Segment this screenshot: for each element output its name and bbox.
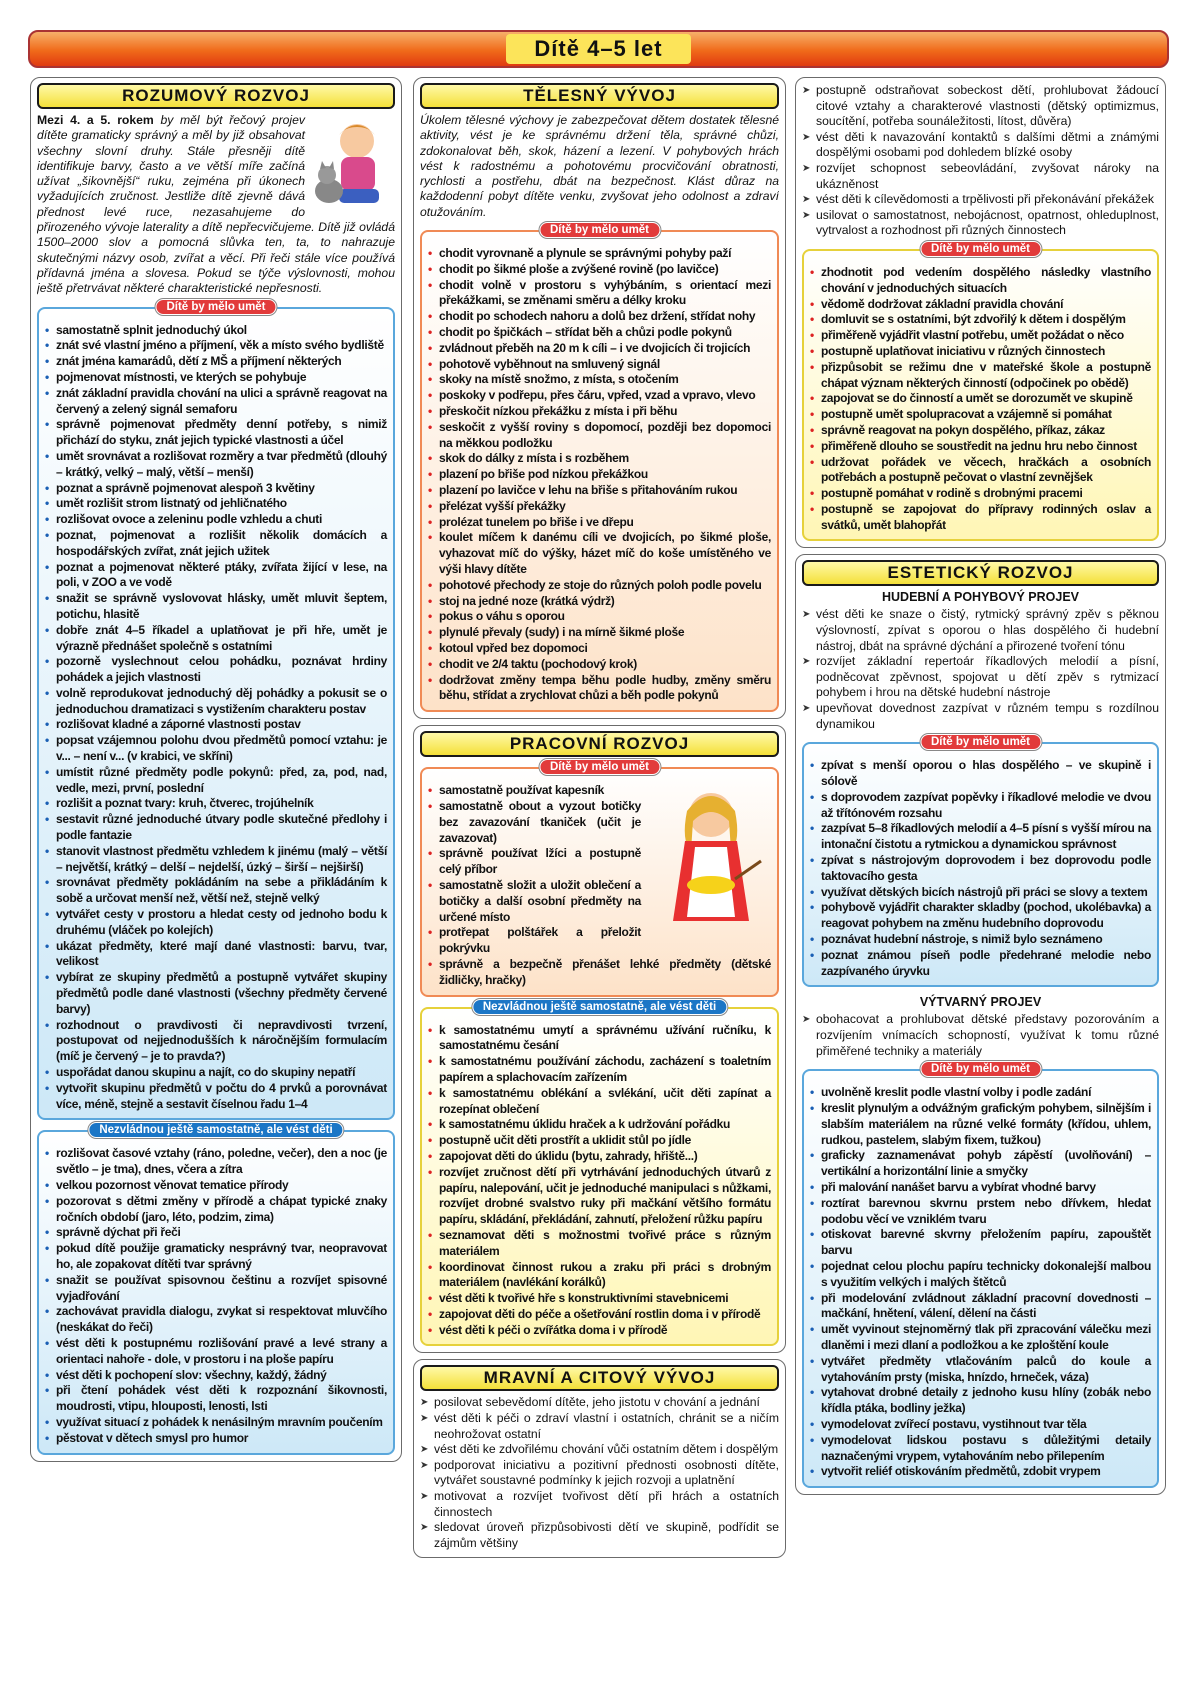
list-item: • postupně umět spolupracovat a vzájemně si pomáhat — [810, 407, 1151, 423]
list-item: • přiměřeně dlouho se soustředit na jednu hru nebo činnost — [810, 439, 1151, 455]
list-item: • umět rozlišit strom listnatý od jehličnatého — [45, 496, 387, 512]
list-item: • pěstovat v dětech smysl pro humor — [45, 1431, 387, 1447]
list-item: • prolézat tunelem po břiše i ve dřepu — [428, 515, 771, 531]
list-item: • poznat, pojmenovat a rozlišit několik domácích a hospodářských zvířat, znát jejich užitek — [45, 528, 387, 560]
list-item: • vymodelovat lidskou postavu s důležitými detaily naznačenými vrypem, vytahováním nebo přilepením — [810, 1433, 1151, 1465]
pracovni-skills-box — [420, 761, 779, 996]
rozumovy-guidance-box — [37, 1124, 395, 1454]
rozumovy-guidance-list — [45, 1146, 387, 1446]
skills-badge: Dítě by mělo umět — [920, 241, 1041, 257]
list-item: • sestavit různé jednoduché útvary podle skutečné předlohy i podle fantazie — [45, 812, 387, 844]
hudebni-skills-box — [802, 736, 1159, 987]
list-item: • vytvořit reliéf otiskováním předmětů, zdobit vrypem — [810, 1464, 1151, 1480]
list-item: • kotoul vpřed bez dopomoci — [428, 641, 771, 657]
list-item: • k samostatnému oblékání a svlékání, učit děti zapínat a rozepínat oblečení — [428, 1086, 771, 1118]
list-item: • vymodelovat zvířecí postavu, vystihnout tvar těla — [810, 1417, 1151, 1433]
socialni-skills-list — [810, 265, 1151, 534]
list-item: • rozlišovat časové vztahy (ráno, poledne, večer), den a noc (je světlo – je tma), dnes, včera a zítra — [45, 1146, 387, 1178]
list-item: ➤ rozvíjet základní repertoár říkadlových melodií a písní, podněcovat zpěvnost, spojovat u dětí zpěv s rytmizací pohybem i hrou na dětské hudební nástroje — [802, 654, 1159, 701]
list-item: • koordinovat činnost rukou a zraku při práci s drobným materiálem (navlékání korálků) — [428, 1260, 771, 1292]
list-item: ➤ sledovat úroveň přizpůsobivosti dětí ve skupině, podřídit se zájmům většiny — [420, 1520, 779, 1551]
list-item: • skoky na místě snožmo, z místa, s otočením — [428, 372, 771, 388]
list-item: • pozorovat s dětmi změny v přírodě a chápat typické znaky ročních období (jaro, léto, podzim, zima) — [45, 1194, 387, 1226]
list-item: • znát své vlastní jméno a příjmení, věk a místo svého bydliště — [45, 338, 387, 354]
list-item: • pohotově vyběhnout na smluvený signál — [428, 357, 771, 373]
list-item: • ukázat předměty, které mají dané vlastnosti: barvu, tvar, velikost — [45, 939, 387, 971]
telesny-heading: TĚLESNÝ VÝVOJ — [420, 83, 779, 109]
list-item: • otiskovat barevné skvrny přeložením papíru, zapouštět barvu — [810, 1227, 1151, 1259]
list-item: • kreslit plynulým a odvážným grafickým pohybem, silnějším i slabším materiálem na různé velké formáty (křídou, uhlem, rudkou, pastelem, slabým fixem, tužkou) — [810, 1101, 1151, 1148]
list-item: • přelézat vyšší překážky — [428, 499, 771, 515]
list-item: • pojednat celou plochu papíru technicky dokonalejší malbou s využitím velkých i malých štětců — [810, 1259, 1151, 1291]
list-item: • chodit po schodech nahoru a dolů bez držení, střídat nohy — [428, 309, 771, 325]
list-item: ➤ podporovat iniciativu a pozitivní přednosti osobnosti dítěte, vytvářet soustavné podmínky k jejich rozvoji a uplatnění — [420, 1458, 779, 1489]
list-item: • velkou pozornost věnovat tematice přírody — [45, 1178, 387, 1194]
list-item: • chodit po špičkách – střídat běh a chůzi podle pokynů — [428, 325, 771, 341]
list-item: • rozvíjet zručnost dětí při vytrhávání jednoduchých útvarů z papíru, nalepování, učit je jednoduché manipulaci s nůžkami, rozvíjet drobné svalstvo ruky při mačkání většího formátu papíru, skládání, překládání, zahnutí, přeložení růžku papíru — [428, 1165, 771, 1228]
esteticky-heading: ESTETICKÝ ROZVOJ — [802, 560, 1159, 586]
list-item: • zhodnotit pod vedením dospělého následky vlastního chování v jednoduchých situacích — [810, 265, 1151, 297]
list-item: • při malování nanášet barvu a vybírat vhodné barvy — [810, 1180, 1151, 1196]
list-item: • přiměřeně vyjádřit vlastní potřebu, umět požádat o něco — [810, 328, 1151, 344]
telesny-section — [413, 77, 786, 719]
list-item: • chodit vyrovnaně a plynule se správnými pohyby paží — [428, 246, 771, 262]
list-item: • plazení po lavičce v lehu na břiše s přitahováním rukou — [428, 483, 771, 499]
vytvarny-skills-box — [802, 1063, 1159, 1488]
list-item: • poznat a pojmenovat některé ptáky, zvířata žijící v lese, na poli, v ZOO a ve vodě — [45, 560, 387, 592]
list-item: • k samostatnému používání záchodu, zacházení s toaletním papírem a splachovacím zařízením — [428, 1054, 771, 1086]
list-item: • pohybově vyjádřit charakter skladby (pochod, ukolébavka) a reagovat pohybem na změnu hudebního doprovodu — [810, 900, 1151, 932]
list-item: • vést děti k postupnému rozlišování pravé a levé strany a orientaci nahoře - dole, v prostoru i na ploše papíru — [45, 1336, 387, 1368]
list-item: • znát základní pravidla chování na ulici a správně reagovat na červený a zelený signál semaforu — [45, 386, 387, 418]
list-item: ➤ postupně odstraňovat sobeckost dětí, prohlubovat žádoucí citové vztahy a charakterové vlastnosti (dětský optimizmus, soucítění, potřeba sounáležitosti, lítost, důvěra) — [802, 83, 1159, 130]
list-item: • vědomě dodržovat základní pravidla chování — [810, 297, 1151, 313]
list-item: • samostatně složit a uložit oblečení a botičky a další osobní předměty na určené místo — [428, 878, 771, 925]
list-item: • správně pojmenovat předměty denní potřeby, s nimiž přichází do styku, znát jejich typické vlastnosti a účel — [45, 417, 387, 449]
skills-badge: Dítě by mělo umět — [539, 222, 660, 238]
list-item: • využívat situací z pohádek k nenásilným mravním poučením — [45, 1415, 387, 1431]
list-item: • plynulé převaly (sudy) i na mírně šikmé ploše — [428, 625, 771, 641]
list-item: ➤ vést děti k péči o zdraví vlastní i ostatních, chránit se a ničím neohrožovat ostatní — [420, 1411, 779, 1442]
list-item: • správně dýchat při řeči — [45, 1225, 387, 1241]
list-item: • zpívat s nástrojovým doprovodem i bez doprovodu podle taktovacího gesta — [810, 853, 1151, 885]
mravni-heading: MRAVNÍ A CITOVÝ VÝVOJ — [420, 1365, 779, 1391]
list-item: • volně reprodukovat jednoduchý děj pohádky a pokusit se o jednoduchou dramatizaci s vystižením charakteru postav — [45, 686, 387, 718]
list-item: ➤ vést děti ke snaze o čistý, rytmický správný zpěv s pěknou výslovností, zpívat s oporou o hlas dospělého či hudební nástroj, dbát na správné dýchání a přirozené tvoření tónu — [802, 607, 1159, 654]
list-item: • rozlišovat ovoce a zeleninu podle vzhledu a chuti — [45, 512, 387, 528]
list-item: • dodržovat změny tempa běhu podle hudby, změny směru běhu, střídat a zrychlovat chůzi a běh podle pokynů — [428, 673, 771, 705]
socialni-skills-box — [802, 242, 1159, 542]
telesny-intro: Úkolem tělesné výchovy je zabezpečovat dětem dostatek tělesné aktivity, vést je ke správnému držení těla, správné chůzi, zdokonalovat běh, skok, házení a lezení. V pohybových hrách vést k radostnému a pohotovému procvičování obratnosti, rychlosti a postřehu, dbát na bezpečnost. Klást důraz na každodenní pobyt dítěte venku, zvyšovat jeho odolnost a zdraví otužováním. — [420, 113, 779, 219]
skills-badge: Dítě by mělo umět — [539, 759, 660, 775]
list-item: • pojmenovat místnosti, ve kterých se pohybuje — [45, 370, 387, 386]
guidance-badge: Nezvládnou ještě samostatně, ale vést děti — [88, 1122, 343, 1138]
list-item: • vytvořit skupinu předmětů v počtu do 4 prvků a porovnávat více, méně, stejně a sestavit číselnou řadu 1–4 — [45, 1081, 387, 1113]
list-item: • zvládnout přeběh na 20 m k cíli – i ve dvojicích či trojicích — [428, 341, 771, 357]
list-item: • při čtení pohádek vést děti k rozpoznání šikovnosti, moudrosti, vtipu, hlouposti, lenosti, lsti — [45, 1383, 387, 1415]
list-item: • graficky zaznamenávat pohyb zápěstí (uvolňování) – vertikální a horizontální linie a smyčky — [810, 1148, 1151, 1180]
list-item: • protřepat polštářek a přeložit pokrývku — [428, 925, 771, 957]
list-item: • vést děti k péči o zvířátka doma i v přírodě — [428, 1323, 771, 1339]
list-item: • chodit volně v prostoru s vyhýbáním, s orientací mezi překážkami, se změnami směru a délky kroku — [428, 278, 771, 310]
list-item: • vést děti k pochopení slov: všechny, každý, žádný — [45, 1368, 387, 1384]
list-item: • přizpůsobit se režimu dne v mateřské škole a postupně chápat význam některých činností (odpočinek po obědě) — [810, 360, 1151, 392]
intro-text: by měl být řečový projev dítěte gramaticky správný a měl by již obsahovat všechny slovní druhy. Stále přesněji dítě identifikuje barvy, často a ve větší míře začíná užívat „šikovnější“ ruku, zejména při úkonech vyžadujících zručnost. Jestliže dítě zjevně dává přednost levé ruce, nezasahujeme do přirozeného vývoje laterality a dítě nepřecvičujeme. Dítě již ovládá 1500–2000 slov a pomocná slůvka ten, ta, to nahrazuje skutečnými názvy osob, zvířat a věcí. Při řeči stále více používá přídavná jména a slovesa. Pokud se týče výslovnosti, mohou ještě přetrvávat některé charakteristické nepřesnosti. — [37, 113, 395, 296]
list-item: • postupně se zapojovat do přípravy rodinných oslav a svátků, umět blahopřát — [810, 502, 1151, 534]
list-item: • vytvářet cesty v prostoru a hledat cesty od jednoho bodu k druhému (vláček po kolejích) — [45, 907, 387, 939]
list-item: • samostatně obout a vyzout botičky bez zavazování tkaniček (učit je zavazovat) — [428, 799, 771, 846]
esteticky-section — [795, 554, 1166, 1495]
rozumovy-skills-list — [45, 323, 387, 1113]
list-item: • postupně učit děti prostřít a uklidit stůl po jídle — [428, 1133, 771, 1149]
list-item: ➤ posilovat sebevědomí dítěte, jeho jistotu v chování a jednání — [420, 1395, 779, 1411]
list-item: • zazpívat 5–8 říkadlových melodií a 4–5 písní s vyšší mírou na intonační čistotu a rytmickou a dynamickou správnost — [810, 821, 1151, 853]
pracovni-heading: PRACOVNÍ ROZVOJ — [420, 731, 779, 757]
list-item: • samostatně používat kapesník — [428, 783, 771, 799]
list-item: • umístit různé předměty podle pokynů: před, za, pod, nad, vedle, mezi, první, poslední — [45, 765, 387, 797]
list-item: • zapojovat děti do úklidu (bytu, zahrady, hřiště...) — [428, 1149, 771, 1165]
skills-badge: Dítě by mělo umět — [155, 299, 276, 315]
socialni-list — [802, 83, 1159, 239]
list-item: • vést děti k tvořivé hře s konstruktivními stavebnicemi — [428, 1291, 771, 1307]
socialni-section — [795, 77, 1166, 548]
list-item: • rozhodnout o pravdivosti či nepravdivosti tvrzení, postupovat od nejjednodušších k náročnějším formulacím (míč je červený – je to pravda?) — [45, 1018, 387, 1065]
list-item: • s doprovodem zazpívat popěvky i říkadlové melodie ve dvou až třítónovém rozsahu — [810, 790, 1151, 822]
list-item: • chodit ve 2/4 taktu (pochodový krok) — [428, 657, 771, 673]
skills-badge: Dítě by mělo umět — [920, 1061, 1041, 1077]
list-item: • snažit se používat spisovnou češtinu a rozvíjet spisovné vyjadřování — [45, 1273, 387, 1305]
list-item: • vytvářet předměty vtlačováním palců do koule a vytahováním prsty (miska, hnízdo, hrneček, váza) — [810, 1354, 1151, 1386]
rozumovy-section — [30, 77, 402, 1462]
page-title: Dítě 4–5 let — [506, 34, 690, 64]
list-item: • zpívat s menší oporou o hlas dospělého – ve skupině i sólově — [810, 758, 1151, 790]
list-item: • zapojovat děti do péče a ošetřování rostlin doma i v přírodě — [428, 1307, 771, 1323]
list-item: • pozorně vyslechnout celou pohádku, poznávat hrdiny pohádek a jejich vlastnosti — [45, 654, 387, 686]
list-item: ➤ upevňovat dovednost zazpívat v různém tempu s rozdílnou dynamikou — [802, 701, 1159, 732]
telesny-skills-box — [420, 224, 779, 712]
list-item: • roztírat barevnou skvrnu prstem nebo dřívkem, hledat podobu věcí ve vzniklém tvaru — [810, 1196, 1151, 1228]
list-item: ➤ motivovat a rozvíjet tvořivost dětí při hrách a ostatních činnostech — [420, 1489, 779, 1520]
pracovni-section — [413, 725, 786, 1353]
list-item: • umět srovnávat a rozlišovat rozměry a tvar předmětů (dlouhý – krátký, velký – malý, větší – menší) — [45, 449, 387, 481]
list-item: • vytahovat drobné detaily z jednoho kusu hlíny (zobák nebo křídla ptáka, bodliny ježka) — [810, 1385, 1151, 1417]
list-item: • stanovit vlastnost předmětu vzhledem k jinému (malý – větší – největší, krátký – delší – nejdelší, úzký – širší – nejširší) — [45, 844, 387, 876]
list-item: • rozlišovat kladné a záporné vlastnosti postav — [45, 717, 387, 733]
column-left — [30, 77, 402, 1462]
pracovni-skills-list — [428, 783, 771, 988]
list-item: • umět vyvinout stejnoměrný tlak při zpracování válečku mezi dlaněmi i mezi dlaní a podložkou a ke zploštění koule — [810, 1322, 1151, 1354]
skills-badge: Dítě by mělo umět — [920, 734, 1041, 750]
list-item: • k samostatnému úklidu hraček a k udržování pořádku — [428, 1117, 771, 1133]
list-item: ➤ vést děti k cílevědomosti a trpělivosti při překonávání překážek — [802, 192, 1159, 208]
list-item: • udržovat pořádek ve věcech, hračkách a osobních potřebách a postupně pečovat o vlastní zevnějšek — [810, 455, 1151, 487]
list-item: • zapojovat se do činností a umět se dorozumět ve skupině — [810, 391, 1151, 407]
list-item: • pokus o váhu s oporou — [428, 609, 771, 625]
mravni-section — [413, 1359, 786, 1558]
list-item: • při modelování zvládnout základní pracovní dovednosti – mačkání, hnětení, válení, dělení na části — [810, 1291, 1151, 1323]
list-item: ➤ usilovat o samostatnost, nebojácnost, opatrnost, ohleduplnost, vytrvalost a rozhodnost při různých činnostech — [802, 208, 1159, 239]
list-item: • poznat známou píseň podle předehrané melodie nebo zazpívaného úryvku — [810, 948, 1151, 980]
list-item: • správně a bezpečně přenášet lehké předměty (dětské židličky, hračky) — [428, 957, 771, 989]
hudebni-skills-list — [810, 758, 1151, 979]
column-middle — [413, 77, 786, 1558]
list-item: • pohotové přechody ze stoje do různých poloh podle povelu — [428, 578, 771, 594]
list-item: • poskoky v podřepu, přes čáru, vpřed, vzad a vpravo, vlevo — [428, 388, 771, 404]
list-item: • seskočit z vyšší roviny s dopomocí, později bez dopomoci na měkkou podložku — [428, 420, 771, 452]
list-item: • zachovávat pravidla dialogu, zvykat si respektovat mluvčího (neskákat do řeči) — [45, 1304, 387, 1336]
list-item: • k samostatnému umytí a správnému užívání ručníku, k samostatnému česání — [428, 1023, 771, 1055]
hudebni-subheading: HUDEBNÍ A POHYBOVÝ PROJEV — [881, 590, 1080, 605]
rozumovy-skills-box — [37, 300, 395, 1121]
list-item: • chodit po šikmé ploše a zvýšené rovině (po lavičce) — [428, 262, 771, 278]
list-item: • domluvit se s ostatními, být zdvořilý k dětem i dospělým — [810, 312, 1151, 328]
list-item: • skok do dálky z místa i s rozběhem — [428, 451, 771, 467]
list-item: • postupně uplatňovat iniciativu v různých činnostech — [810, 344, 1151, 360]
list-item: • uvolněně kreslit podle vlastní volby i podle zadání — [810, 1085, 1151, 1101]
list-item: • postupně pomáhat v rodině s drobnými pracemi — [810, 486, 1151, 502]
list-item: • uspořádat danou skupinu a najít, co do skupiny nepatří — [45, 1065, 387, 1081]
list-item: • popsat vzájemnou polohu dvou předmětů pomocí vztahu: je v... – není v... (v krabici, ve skříni) — [45, 733, 387, 765]
list-item: • správně používat lžíci a postupně celý příbor — [428, 846, 771, 878]
list-item: • poznávat hudební nástroje, s nimiž bylo seznámeno — [810, 932, 1151, 948]
rozumovy-heading: ROZUMOVÝ ROZVOJ — [37, 83, 395, 109]
telesny-skills-list — [428, 246, 771, 704]
list-item: • stoj na jedné noze (krátká výdrž) — [428, 594, 771, 610]
list-item: ➤ obohacovat a prohlubovat dětské představy pozorováním a rozvíjením vnímacích schopností, využívat k tomu různé přiměřené techniky a materiály — [802, 1012, 1159, 1059]
page-banner — [28, 30, 1169, 68]
list-item: • rozlišit a poznat tvary: kruh, čtverec, trojúhelník — [45, 796, 387, 812]
list-item: • správně reagovat na pokyn dospělého, příkaz, zákaz — [810, 423, 1151, 439]
list-item: • seznamovat děti s možnostmi tvořivé práce s různým materiálem — [428, 1228, 771, 1260]
hudebni-list — [802, 607, 1159, 732]
list-item: • využívat dětských bicích nástrojů při práci se slovy a textem — [810, 885, 1151, 901]
vytvarny-skills-list — [810, 1085, 1151, 1480]
list-item: • koulet míčem k danému cíli ve dvojicích, po šikmé ploše, vyhazovat míč do výšky, házet míč do koše umístěného ve výši hlavy dítěte — [428, 530, 771, 577]
list-item: • samostatně splnit jednoduchý úkol — [45, 323, 387, 339]
vytvarny-list — [802, 1012, 1159, 1059]
list-item: • přeskočit nízkou překážku z místa i při běhu — [428, 404, 771, 420]
guidance-badge: Nezvládnou ještě samostatně, ale vést děti — [472, 999, 727, 1015]
rozumovy-intro — [37, 113, 395, 297]
list-item: • pokud dítě použije gramaticky nesprávný tvar, neopravovat ho, ale zopakovat dítěti tvar správný — [45, 1241, 387, 1273]
column-right — [795, 77, 1166, 1495]
vytvarny-subheading: VÝTVARNÝ PROJEV — [919, 995, 1042, 1010]
intro-bold: Mezi 4. a 5. rokem — [37, 113, 154, 127]
pracovni-guidance-box — [420, 1000, 779, 1347]
list-item: • vybírat ze skupiny předmětů a postupně vytvářet skupiny předmětů podle dané vlastnosti (všechny předměty červené barvy) — [45, 970, 387, 1017]
child-with-cat-illustration — [309, 113, 395, 213]
mravni-list — [420, 1395, 779, 1551]
list-item: • plazení po břiše pod nízkou překážkou — [428, 467, 771, 483]
list-item: • znát jména kamarádů, dětí z MŠ a příjmení některých — [45, 354, 387, 370]
list-item: ➤ vést děti k navazování kontaktů s dalšími dětmi a známými dospělými osobami pod dohledem blízké osoby — [802, 130, 1159, 161]
list-item: • srovnávat předměty pokládáním na sebe a přikládáním k sobě a určovat menší než, větší než, stejně velký — [45, 875, 387, 907]
list-item: ➤ rozvíjet schopnost sebeovládání, zvyšovat nároky na ukázněnost — [802, 161, 1159, 192]
list-item: • poznat a správně pojmenovat alespoň 3 květiny — [45, 481, 387, 497]
pracovni-guidance-list — [428, 1023, 771, 1339]
list-item: • snažit se správně vyslovovat hlásky, umět mluvit šeptem, potichu, hlasitě — [45, 591, 387, 623]
list-item: ➤ vést děti ke zdvořilému chování vůči ostatním dětem i dospělým — [420, 1442, 779, 1458]
list-item: • dobře znát 4–5 říkadel a uplatňovat je při hře, umět je výrazně přednášet společně s ostatními — [45, 623, 387, 655]
